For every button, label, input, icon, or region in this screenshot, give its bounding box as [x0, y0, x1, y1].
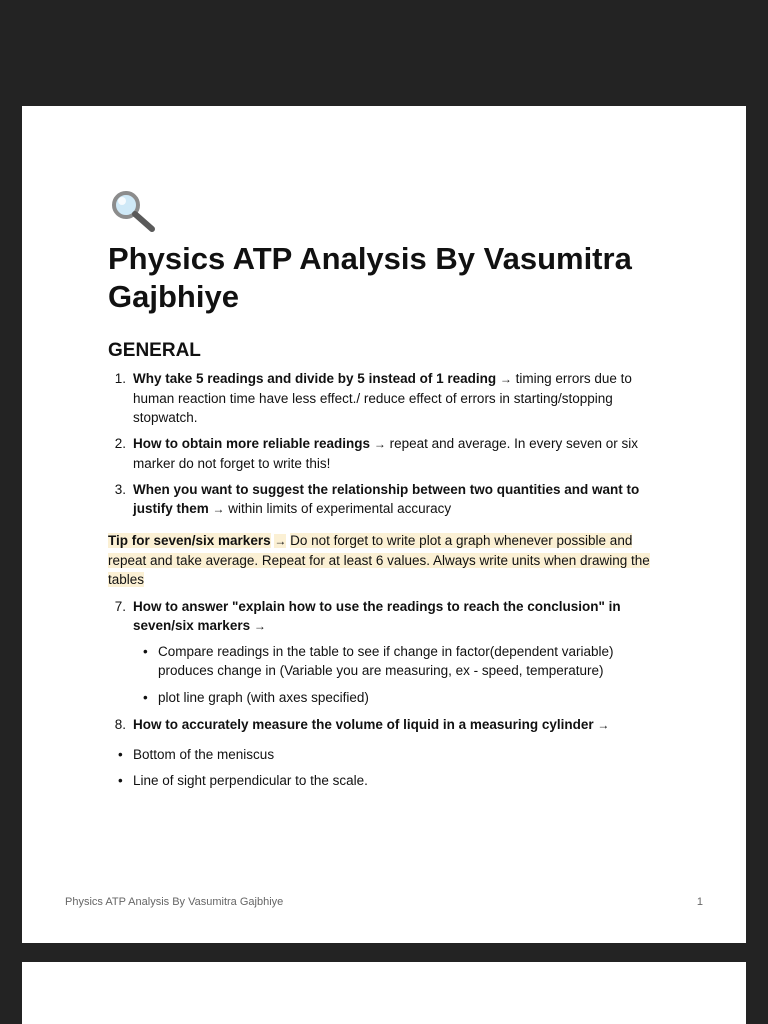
bullet-text: Compare readings in the table to see if change in factor(dependent variable) produces change in (Variable you are measuring, ex - speed, temperature)	[158, 644, 614, 678]
arrow-icon: →	[253, 619, 266, 633]
tip-paragraph	[108, 531, 668, 589]
item-answer: timing errors due to human reaction time have less effect./ reduce effect of errors in starting/stopping stopwatch.	[133, 371, 632, 425]
arrow-icon: →	[499, 372, 512, 386]
item-number: 2.	[114, 436, 126, 451]
numbered-list-continued	[108, 597, 668, 735]
bullet-item	[133, 642, 668, 680]
arrow-icon: →	[212, 502, 225, 516]
item-question: When you want to suggest the relationship between two quantities and want to justify them	[133, 482, 640, 516]
page-number: 1	[696, 896, 703, 908]
sub-bullet-list	[133, 642, 668, 707]
bullet-text: Line of sight perpendicular to the scale.	[133, 773, 368, 788]
bullet-item	[108, 771, 668, 790]
document-page	[22, 106, 746, 943]
tip-label: Tip for seven/six markers	[108, 533, 271, 548]
tip-text: Do not forget to write plot a graph whenever possible and repeat and take average. Repeat for at least 6 values. Always write units when drawing the tables	[108, 533, 650, 587]
arrow-icon: →	[274, 534, 287, 548]
list-item	[108, 715, 668, 735]
arrow-icon: →	[373, 437, 386, 451]
footer-title: Physics ATP Analysis By Vasumitra Gajbhiye	[65, 896, 284, 908]
page-footer	[65, 896, 703, 908]
numbered-list	[108, 369, 668, 519]
item-question: How to accurately measure the volume of liquid in a measuring cylinder	[133, 717, 594, 732]
bullet-icon: •	[118, 773, 123, 788]
bullet-text: Bottom of the meniscus	[133, 747, 275, 762]
item-number: 3.	[114, 482, 126, 497]
item-question: How to answer "explain how to use the readings to reach the conclusion" in seven/six markers	[133, 599, 621, 633]
item-answer: repeat and average. In every seven or six marker do not forget to write this!	[133, 436, 638, 471]
item-number: 8.	[114, 717, 126, 732]
list-item	[108, 597, 668, 707]
section-heading: GENERAL	[108, 340, 201, 361]
list-item	[108, 480, 668, 519]
item-question: How to obtain more reliable readings	[133, 436, 371, 451]
item-number: 7.	[114, 599, 126, 614]
item-question: Why take 5 readings and divide by 5 instead of 1 reading	[133, 371, 497, 386]
bullet-icon: •	[143, 644, 148, 659]
page-content	[108, 188, 668, 797]
arrow-icon: →	[597, 718, 610, 732]
item-number: 1.	[114, 371, 126, 386]
next-page	[22, 962, 746, 1024]
list-item	[108, 434, 668, 473]
list-item	[108, 369, 668, 427]
bullet-item	[108, 745, 668, 764]
bullet-icon: •	[118, 747, 123, 762]
bullet-icon: •	[143, 690, 148, 705]
item-answer: within limits of experimental accuracy	[228, 501, 452, 516]
bullet-list	[108, 745, 668, 790]
bullet-item	[133, 688, 668, 707]
magnifying-glass-icon	[108, 188, 668, 234]
bullet-text: plot line graph (with axes specified)	[158, 690, 369, 705]
page-title: Physics ATP Analysis By Vasumitra Gajbhiye	[108, 241, 632, 314]
